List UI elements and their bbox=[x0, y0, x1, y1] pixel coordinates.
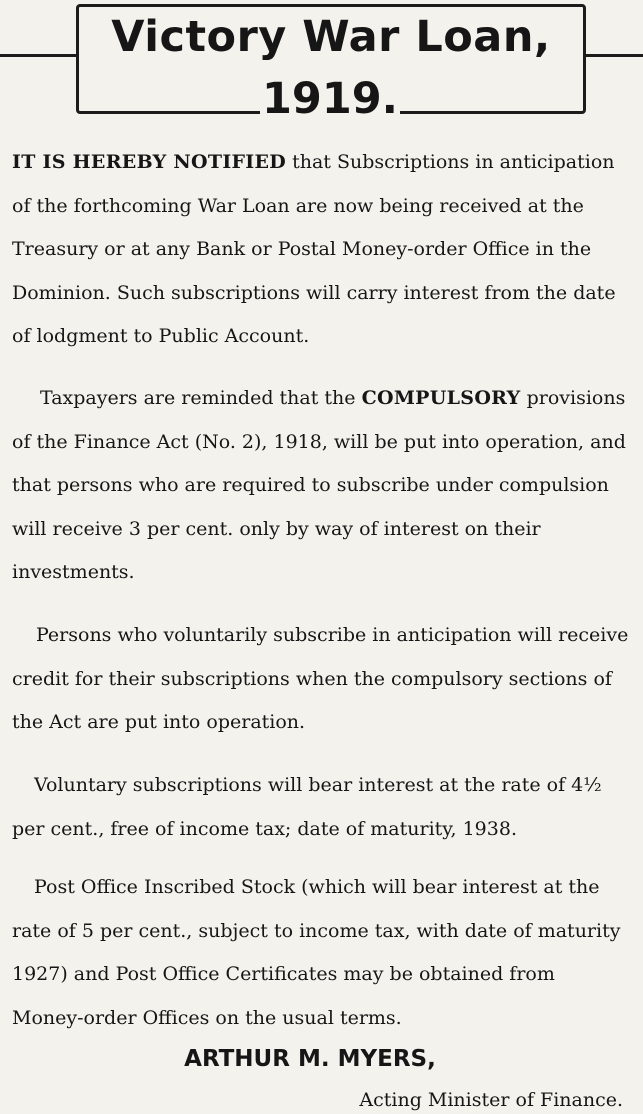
paragraph-notice bbox=[12, 141, 632, 359]
signatory-name: ARTHUR M. MYERS, bbox=[184, 1046, 436, 1072]
compulsory-text-a: Taxpayers are reminded that the bbox=[40, 387, 362, 409]
right-rule bbox=[586, 54, 643, 57]
signatory-title: Acting Minister of Finance. bbox=[359, 1089, 623, 1111]
notice-body: that Subscriptions in anticipation of the forthcoming War Loan are now being received at the Treasury or at any Bank or Postal Money-order Office in the Dominion. Such subscriptions will carry interest from the date of lodgment to Public Account. bbox=[12, 151, 616, 347]
paragraph-post-office: Post Office Inscribed Stock (which will bear interest at the rate of 5 per cent., subject to income tax, with date of maturity 1927) and Post Office Certificates may be obtained from Money-order Offices on the usual terms. bbox=[12, 876, 621, 1029]
left-rule bbox=[0, 54, 76, 57]
notice-title: Victory War Loan, bbox=[111, 12, 551, 62]
paragraph-interest-rate: Voluntary subscriptions will bear interest at the rate of 4½ per cent., free of income tax; date of maturity, 1938. bbox=[12, 774, 602, 840]
paragraph-voluntary-credit: Persons who voluntarily subscribe in anticipation will receive credit for their subscriptions when the compulsory sections of the Act are put into operation. bbox=[12, 624, 629, 733]
paragraph-compulsory bbox=[12, 377, 632, 595]
compulsory-text-b: provisions of the Finance Act (No. 2), 1918, will be put into operation, and that persons who are required to subscribe under compulsion will receive 3 per cent. only by way of interest on their investments. bbox=[12, 387, 626, 583]
notice-year: 1919. bbox=[261, 74, 398, 124]
compulsory-caps: COMPULSORY bbox=[361, 387, 521, 409]
notice-lead: IT IS HEREBY NOTIFIED bbox=[12, 151, 287, 173]
